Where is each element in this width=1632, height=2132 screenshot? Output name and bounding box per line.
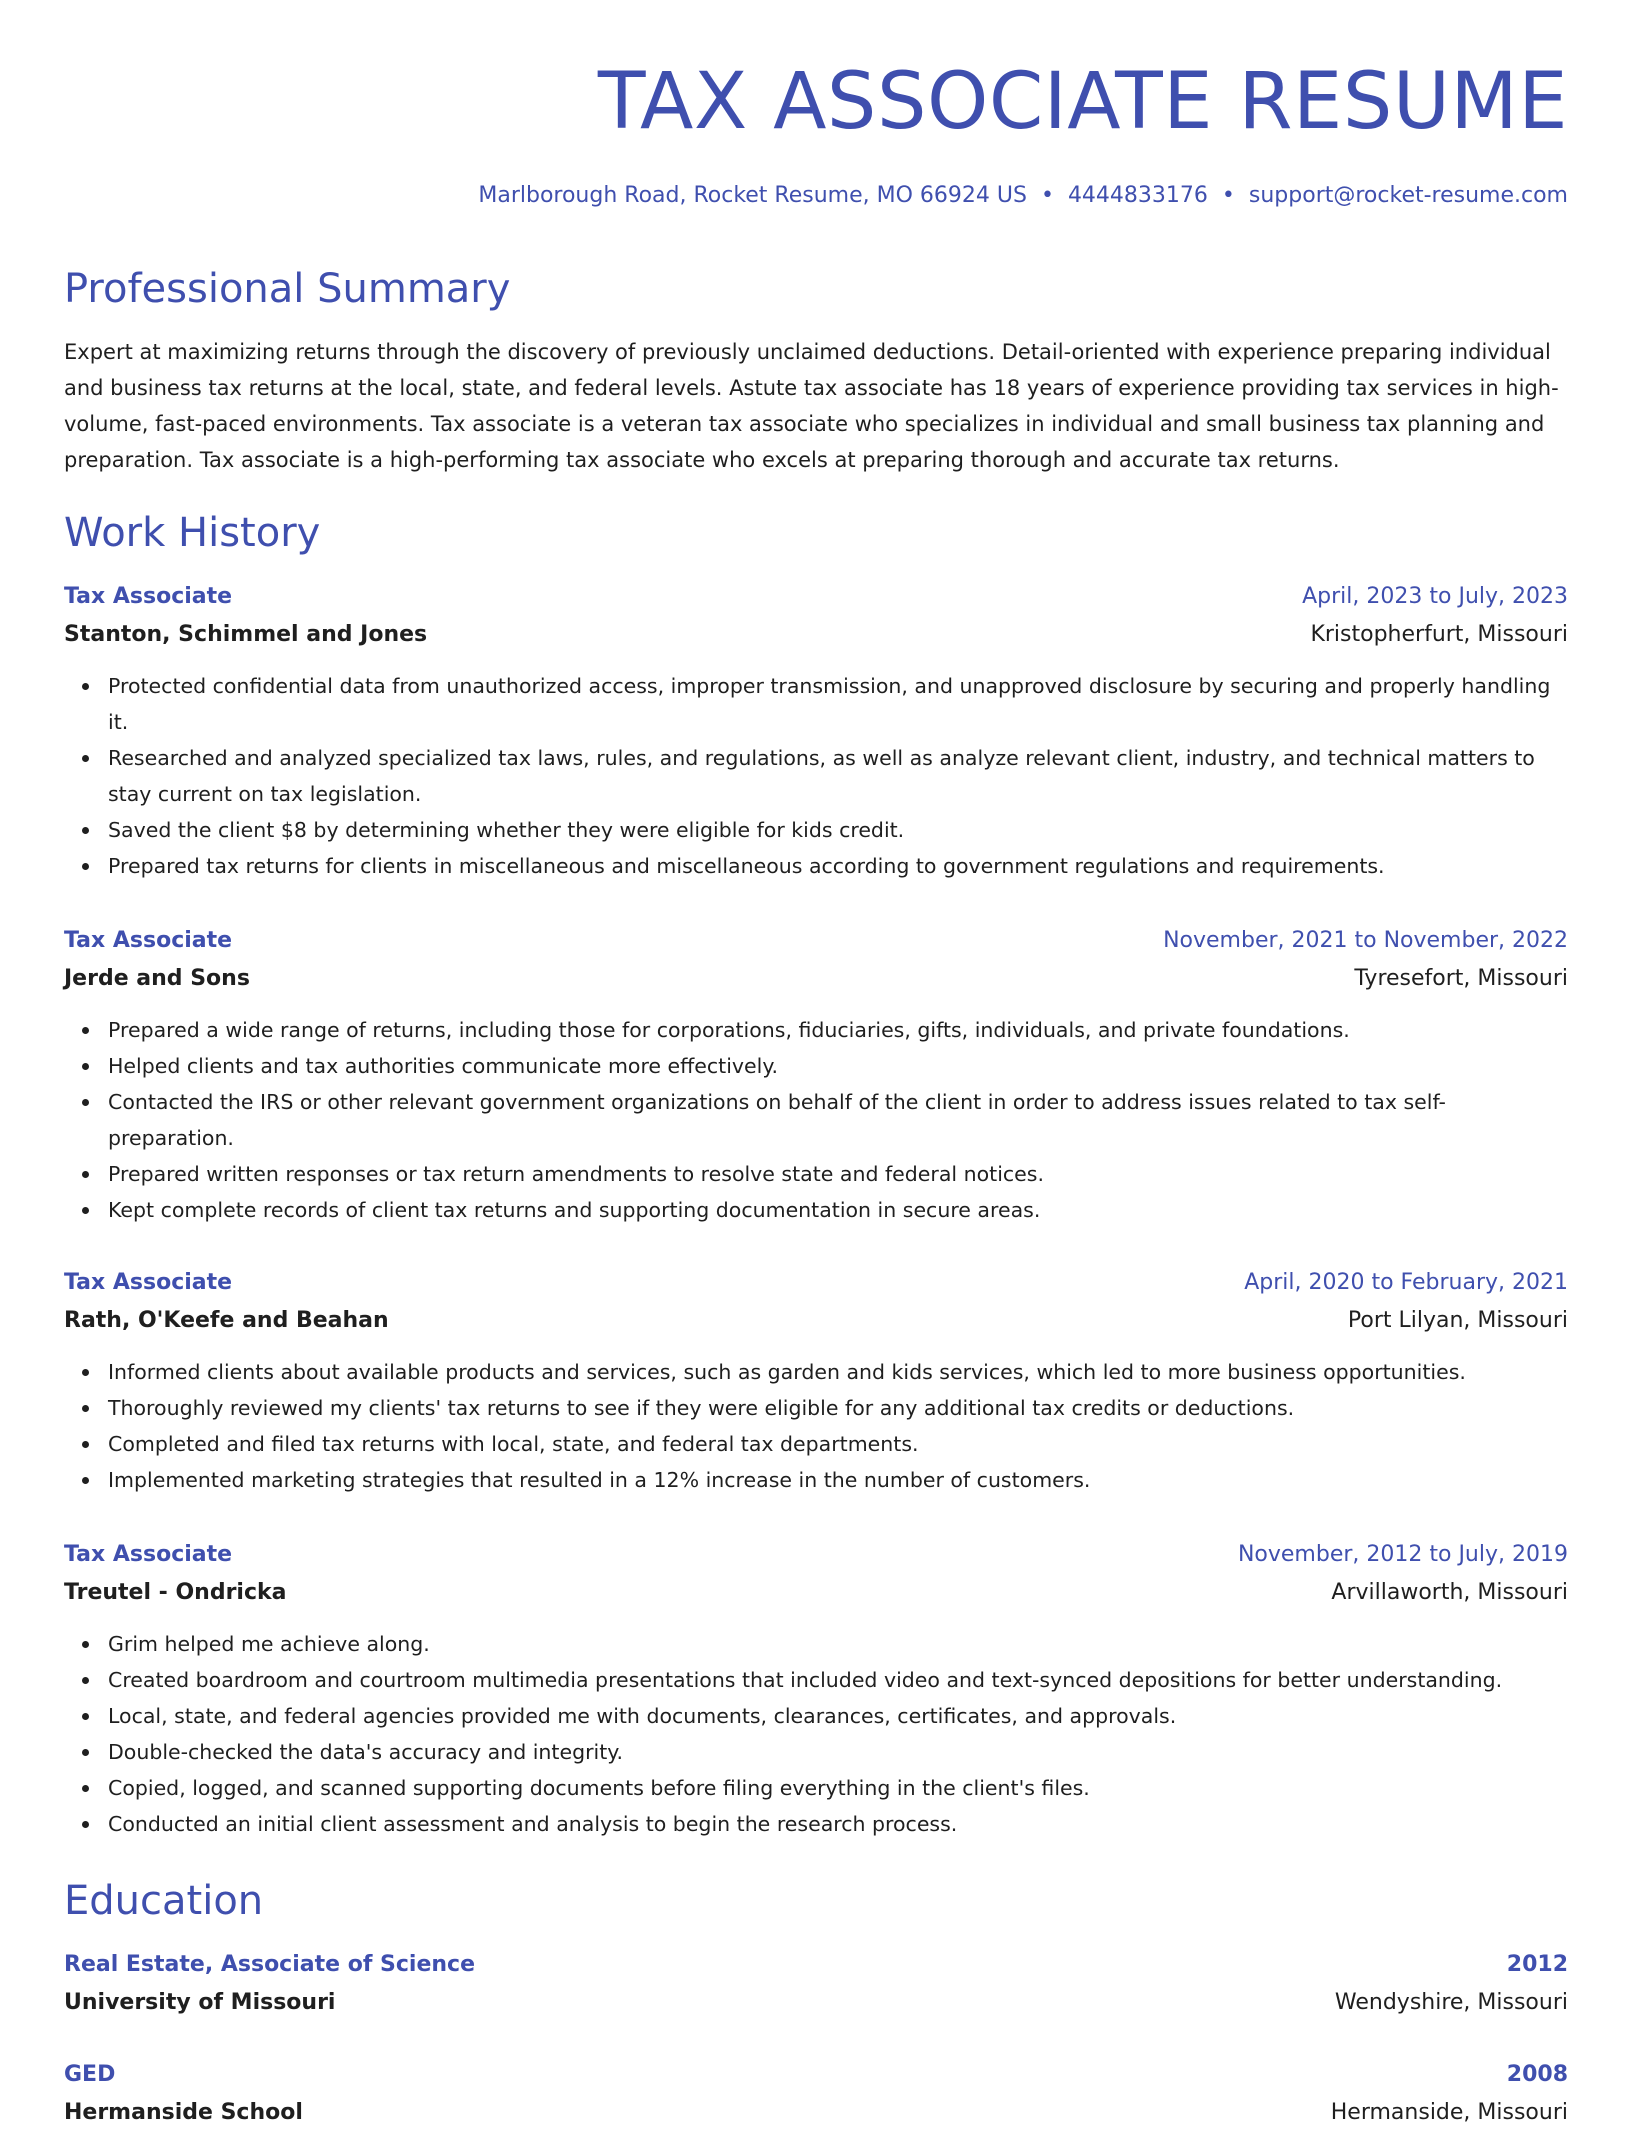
summary-text: Expert at maximizing returns through the discovery of previously unclaimed deductions. Detail-oriented with experience preparing individual and business tax returns at the local, state, and federal levels. Astute tax associate has 18 years of experience providing tax services in high-volume, fast-paced environments. Tax associate is a veteran tax associate who specializes in individual and small business tax planning and preparation. Tax associate is a high-performing tax associate who excels at preparing thorough and accurate tax returns. <box>64 340 1559 472</box>
job-title: Tax Associate <box>64 1542 233 1567</box>
education-degree: GED <box>64 2062 116 2087</box>
job-dates: April, 2020 to February, 2021 <box>1244 1270 1568 1295</box>
job-title-row <box>64 578 1568 616</box>
contact-line <box>478 180 1568 212</box>
education-school-row <box>64 2094 1568 2132</box>
list-item: Prepared written responses or tax return amendments to resolve state and federal notices. <box>108 1156 1568 1192</box>
job-dates: April, 2023 to July, 2023 <box>1302 584 1568 609</box>
job-entry <box>64 1264 1568 1498</box>
contact-address: Marlborough Road, Rocket Resume, MO 66924 US <box>478 183 1027 208</box>
education-school: Hermanside School <box>64 2100 303 2125</box>
job-entry <box>64 922 1568 1228</box>
job-title: Tax Associate <box>64 928 233 953</box>
education-location: Hermanside, Missouri <box>1330 2100 1568 2125</box>
list-item: Copied, logged, and scanned supporting documents before filing everything in the client's files. <box>108 1770 1568 1806</box>
job-entry <box>64 578 1568 884</box>
education-degree: Real Estate, Associate of Science <box>64 1952 476 1977</box>
job-bullets <box>64 1012 1568 1228</box>
list-item: Local, state, and federal agencies provided me with documents, clearances, certificates, and approvals. <box>108 1698 1568 1734</box>
job-location: Tyresefort, Missouri <box>1354 966 1568 991</box>
job-company: Treutel - Ondricka <box>64 1580 287 1605</box>
list-item: Prepared tax returns for clients in miscellaneous and miscellaneous according to government regulations and requirements. <box>108 848 1568 884</box>
list-item: Created boardroom and courtroom multimedia presentations that included video and text-synced depositions for better understanding. <box>108 1662 1568 1698</box>
job-company-row <box>64 616 1568 654</box>
job-bullets <box>64 1354 1568 1498</box>
education-degree-row <box>64 2056 1568 2094</box>
job-dates: November, 2012 to July, 2019 <box>1237 1542 1568 1567</box>
job-location: Kristopherfurt, Missouri <box>1310 622 1568 647</box>
list-item: Saved the client $8 by determining whether they were eligible for kids credit. <box>108 812 1568 848</box>
list-item: Double-checked the data's accuracy and integrity. <box>108 1734 1568 1770</box>
job-company-row <box>64 960 1568 998</box>
education-year: 2008 <box>1506 2062 1568 2087</box>
education-entry <box>64 2056 1568 2132</box>
job-company: Rath, O'Keefe and Beahan <box>64 1308 389 1333</box>
contact-separator: • <box>1221 183 1235 208</box>
education-degree-row <box>64 1946 1568 1984</box>
contact-email[interactable]: support@rocket-resume.com <box>1248 183 1568 208</box>
education-school: University of Missouri <box>64 1990 336 2015</box>
list-item: Conducted an initial client assessment and analysis to begin the research process. <box>108 1806 1568 1842</box>
list-item: Grim helped me achieve along. <box>108 1626 1568 1662</box>
list-item: Researched and analyzed specialized tax laws, rules, and regulations, as well as analyze relevant client, industry, and technical matters to stay current on tax legislation. <box>108 740 1568 812</box>
list-item: Kept complete records of client tax returns and supporting documentation in secure areas. <box>108 1192 1568 1228</box>
list-item: Thoroughly reviewed my clients' tax returns to see if they were eligible for any additional tax credits or deductions. <box>108 1390 1568 1426</box>
list-item: Helped clients and tax authorities communicate more effectively. <box>108 1048 1568 1084</box>
job-company-row <box>64 1302 1568 1340</box>
list-item: Prepared a wide range of returns, including those for corporations, fiduciaries, gifts, individuals, and private foundations. <box>108 1012 1568 1048</box>
education-entry <box>64 1946 1568 2022</box>
resume-title: TAX ASSOCIATE RESUME <box>597 57 1568 147</box>
education-year: 2012 <box>1506 1952 1568 1977</box>
job-title-row <box>64 1264 1568 1302</box>
job-location: Port Lilyan, Missouri <box>1347 1308 1568 1333</box>
education-school-row <box>64 1984 1568 2022</box>
list-item: Implemented marketing strategies that resulted in a 12% increase in the number of customers. <box>108 1462 1568 1498</box>
job-title-row <box>64 922 1568 960</box>
job-company: Stanton, Schimmel and Jones <box>64 622 428 647</box>
job-location: Arvillaworth, Missouri <box>1331 1580 1568 1605</box>
job-title: Tax Associate <box>64 584 233 609</box>
job-company: Jerde and Sons <box>64 966 250 991</box>
job-title-row <box>64 1536 1568 1574</box>
education-location: Wendyshire, Missouri <box>1334 1990 1568 2015</box>
list-item: Protected confidential data from unauthorized access, improper transmission, and unapproved disclosure by securing and properly handling it. <box>108 668 1568 740</box>
education-heading: Education <box>64 1878 264 1924</box>
work-history-heading: Work History <box>64 510 321 556</box>
contact-separator: • <box>1040 183 1054 208</box>
job-company-row <box>64 1574 1568 1612</box>
list-item: Completed and filed tax returns with local, state, and federal tax departments. <box>108 1426 1568 1462</box>
job-title: Tax Associate <box>64 1270 233 1295</box>
summary-heading: Professional Summary <box>64 266 511 312</box>
list-item: Contacted the IRS or other relevant government organizations on behalf of the client in order to address issues related to tax self-preparation. <box>108 1084 1568 1156</box>
list-item: Informed clients about available products and services, such as garden and kids services, which led to more business opportunities. <box>108 1354 1568 1390</box>
job-bullets <box>64 668 1568 884</box>
contact-phone: 4444833176 <box>1067 183 1208 208</box>
job-dates: November, 2021 to November, 2022 <box>1163 928 1568 953</box>
job-bullets <box>64 1626 1568 1842</box>
job-entry <box>64 1536 1568 1842</box>
